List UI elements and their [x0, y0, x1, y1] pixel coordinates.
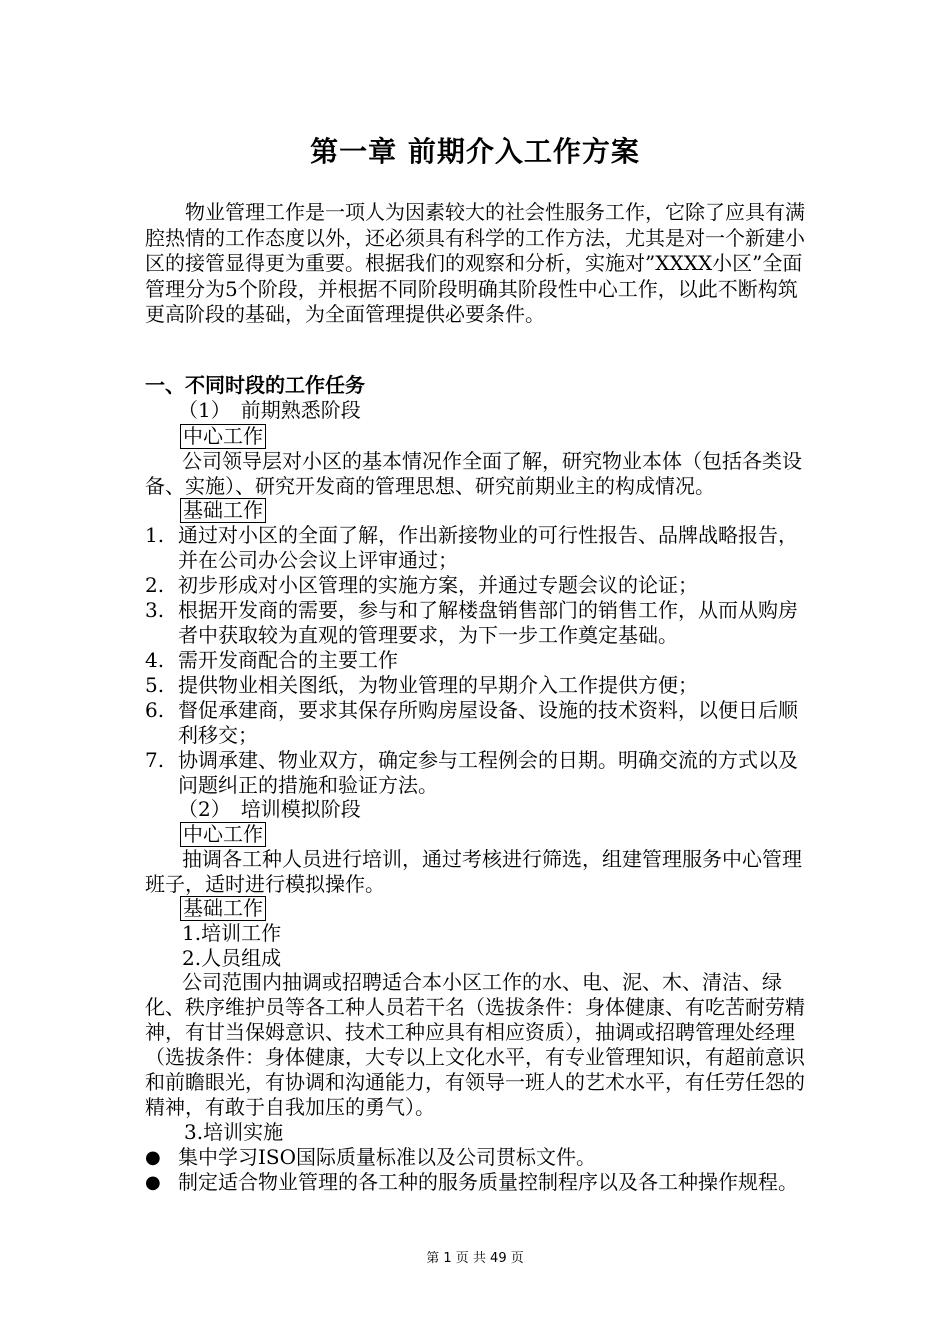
- stage1-list: [145, 523, 815, 798]
- stage2-bullets: [145, 1145, 815, 1195]
- stage2-sub1: 1.培训工作: [182, 921, 282, 945]
- bullet-icon: ●: [145, 1147, 161, 1168]
- chapter-title: 第一章 前期介入工作方案: [310, 135, 640, 168]
- list-item: [145, 648, 815, 673]
- stage2-basic-label: 基础工作: [180, 896, 266, 921]
- page-footer: 第 1 页 共 49 页: [426, 1251, 524, 1266]
- intro-paragraph: 物业管理工作是一项人为因素较大的社会性服务工作，它除了应具有满腔热情的工作态度以外，还必须具有科学的工作方法，尤其是对一个新建小区的接管显得更为重要。根据我们的观察和分析，实施对”XXXX小区”全面管理分为5个阶段，并根据不同阶段明确其阶段性中心工作，以此不断构筑更高阶段的基础，为全面管理提供必要条件。: [145, 200, 805, 326]
- stage1-label: （1） 前期熟悉阶段: [178, 398, 361, 422]
- list-number: 3.: [145, 598, 165, 622]
- list-number: 6.: [145, 698, 165, 722]
- stage2-center-label: 中心工作: [180, 822, 266, 847]
- list-number: 2.: [145, 573, 165, 597]
- section-heading: 一、不同时段的工作任务: [145, 373, 365, 397]
- stage1-center-label-wrap: [180, 424, 266, 449]
- list-item: [145, 1145, 815, 1170]
- list-text: 协调承建、物业双方，确定参与工程例会的日期。明确交流的方式以及问题纠正的措施和验证方法。: [178, 748, 798, 797]
- list-item: [145, 1170, 815, 1195]
- list-text: 初步形成对小区管理的实施方案，并通过专题会议的论证；: [178, 573, 698, 597]
- bullet-icon: ●: [145, 1172, 161, 1193]
- list-item: [145, 698, 815, 748]
- stage1-basic-label-wrap: [180, 498, 266, 523]
- list-number: 1.: [145, 523, 165, 547]
- stage2-center-text: 抽调各工种人员进行培训，通过考核进行筛选，组建管理服务中心管理班子，适时进行模拟操作。: [145, 847, 802, 896]
- list-number: 4.: [145, 648, 165, 672]
- list-text: 督促承建商，要求其保存所购房屋设备、设施的技术资料，以便日后顺利移交；: [178, 698, 798, 747]
- stage2-label: （2） 培训模拟阶段: [178, 797, 361, 821]
- list-text: 根据开发商的需要，参与和了解楼盘销售部门的销售工作，从而从购房者中获取较为直观的管理要求，为下一步工作奠定基础。: [178, 598, 798, 647]
- stage2-sub3: 3.培训实施: [184, 1120, 284, 1144]
- list-item: [145, 598, 815, 648]
- list-number: 7.: [145, 748, 165, 772]
- stage2-basic-label-wrap: [180, 896, 266, 921]
- stage2-sub2: 2.人员组成: [182, 946, 282, 970]
- list-text: 通过对小区的全面了解，作出新接物业的可行性报告、品牌战略报告，并在公司办公会议上评审通过；: [178, 523, 798, 572]
- stage2-staff-text: 公司范围内抽调或招聘适合本小区工作的水、电、泥、木、清洁、绿化、秩序维护员等各工种人员若干名（选拔条件：身体健康、有吃苦耐劳精神，有甘当保姆意识、技术工种应具有相应资质），抽调或招聘管理处经理（选拔条件：身体健康，大专以上文化水平，有专业管理知识，有超前意识和前瞻眼光，有协调和沟通能力，有领导一班人的艺术水平，有任劳任怨的精神，有敢于自我加压的勇气）。: [145, 970, 805, 1119]
- list-item: [145, 523, 815, 573]
- stage2-center-label-wrap: [180, 822, 266, 847]
- stage1-center-label: 中心工作: [180, 424, 266, 449]
- list-number: 5.: [145, 673, 165, 697]
- list-item: [145, 673, 815, 698]
- list-text: 提供物业相关图纸，为物业管理的早期介入工作提供方便；: [178, 673, 698, 697]
- stage1-basic-label: 基础工作: [180, 498, 266, 523]
- list-item: [145, 748, 815, 798]
- list-text: 集中学习ISO国际质量标准以及公司贯标文件。: [178, 1145, 596, 1169]
- list-item: [145, 573, 815, 598]
- stage1-center-text: 公司领导层对小区的基本情况作全面了解，研究物业本体（包括各类设备、实施）、研究开发商的管理思想、研究前期业主的构成情况。: [145, 449, 802, 498]
- list-text: 需开发商配合的主要工作: [178, 648, 398, 672]
- list-text: 制定适合物业管理的各工种的服务质量控制程序以及各工种操作规程。: [178, 1170, 798, 1194]
